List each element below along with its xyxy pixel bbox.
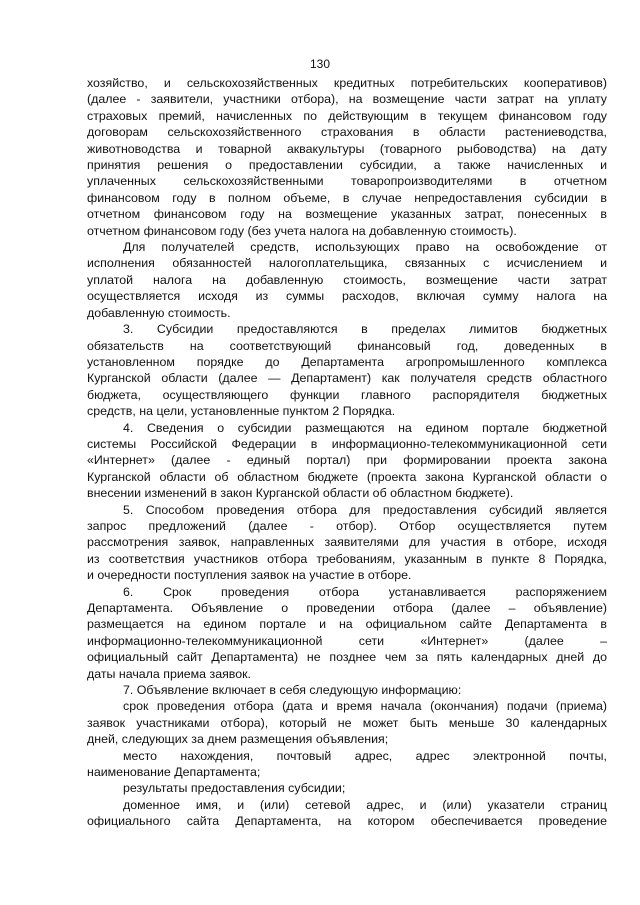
text-line: финансовом году в полном объеме, в случае непредоставления субсидии в	[87, 190, 607, 205]
text-line: Департамента. Объявление о проведении отбора (далее – объявление)	[87, 601, 607, 615]
text-line: доменное имя, и (или) сетевой адрес, и (или) указатели страниц	[123, 797, 607, 812]
text-line: место нахождения, почтовый адрес, адрес электронной почты,	[123, 748, 607, 763]
page-number: 130	[309, 57, 331, 71]
text-line: уплатой налога на добавленную стоимость, возмещение части затрат	[87, 272, 607, 287]
text-line: 7. Объявление включает в себя следующую информацию:	[123, 683, 462, 698]
text-line: страховых премий, начисленных по действующим в текущем финансовом году	[87, 108, 607, 123]
text-line: и очередности поступления заявок на участие в отборе.	[87, 568, 412, 583]
text-line: отчетном финансовом году на возмещение указанных затрат, понесенных в	[87, 207, 607, 222]
text-line: договорам сельскохозяйственного страхования в области растениеводства,	[87, 125, 607, 140]
text-line: принятия решения о предоставлении субсидии, а также начисленных и	[87, 158, 607, 173]
text-line: отчетном финансовом году (без учета налога на добавленную стоимость).	[87, 223, 517, 238]
text-line: средств, на цели, установленные пунктом 2 Порядка.	[87, 404, 396, 419]
body-text	[87, 75, 607, 830]
text-line: осуществляется исходя из суммы расходов, включая сумму налога на	[87, 289, 607, 304]
text-line: исполнения обязанностей налогоплательщика, связанных с исчислением и	[87, 256, 607, 271]
text-line: внесении изменений в закон Курганской области об областном бюджете).	[87, 486, 514, 501]
text-line: рассмотрения заявок, направленных заявителями для участия в отборе, исходя	[87, 535, 607, 550]
text-line: размещается на едином портале и на официальном сайте Департамента в	[87, 617, 607, 632]
text-line: уплаченных сельскохозяйственными товаропроизводителями в отчетном	[87, 174, 607, 189]
text-line: животноводства и товарной аквакультуры (товарного рыбоводства) на дату	[87, 141, 607, 156]
text-line: наименование Департамента;	[87, 765, 261, 780]
text-line: 5. Способом проведения отбора для предоставления субсидий является	[123, 502, 607, 517]
text-line: результаты предоставления субсидии;	[123, 781, 346, 796]
text-line: 4. Сведения о субсидии размещаются на едином портале бюджетной	[123, 420, 607, 435]
text-line: Курганской области (далее — Департамент) как получателя средств областного	[87, 371, 607, 386]
text-line: системы Российской Федерации в информационно-телекоммуникационной сети	[87, 436, 607, 451]
text-line: добавленную стоимость.	[87, 305, 231, 320]
text-line: бюджета, осуществляющего функции главного распорядителя бюджетных	[87, 387, 607, 402]
text-line: 3. Субсидии предоставляются в пределах лимитов бюджетных	[123, 322, 607, 337]
text-line: Для получателей средств, использующих право на освобождение от	[123, 240, 607, 255]
text-line: обязательств на соответствующий финансовый год, доведенных в	[87, 338, 607, 353]
text-line: официального сайта Департамента, на котором обеспечивается проведение	[87, 814, 607, 829]
text-line: дней, следующих за днем размещения объявления;	[87, 732, 389, 747]
text-line: (далее - заявители, участники отбора), на возмещение части затрат на уплату	[87, 92, 607, 107]
text-line: «Интернет» (далее - единый портал) при формировании проекта закона	[87, 453, 607, 468]
text-line: Курганской области об областном бюджете (проекта закона Курганской области о	[87, 469, 607, 484]
text-line: информационно-телекоммуникационной сети «Интернет» (далее –	[87, 633, 607, 648]
text-line: запрос предложений (далее - отбор). Отбор осуществляется путем	[87, 518, 607, 533]
text-line: хозяйство, и сельскохозяйственных кредитных потребительских кооперативов)	[87, 76, 607, 90]
text-line: даты начала приема заявок.	[87, 666, 251, 681]
text-line: срок проведения отбора (дата и время начала (окончания) подачи (приема)	[123, 699, 607, 714]
text-line: установленном порядке до Департамента агропромышленного комплекса	[87, 354, 607, 369]
text-line: 6. Срок проведения отбора устанавливается распоряжением	[123, 584, 607, 599]
text-line: из соответствия участников отбора требованиям, указанным в пункте 8 Порядка,	[87, 551, 607, 566]
text-line: заявок участниками отбора), который не может быть меньше 30 календарных	[87, 715, 607, 730]
text-line: официальный сайт Департамента) не позднее чем за пять календарных дней до	[87, 650, 607, 665]
